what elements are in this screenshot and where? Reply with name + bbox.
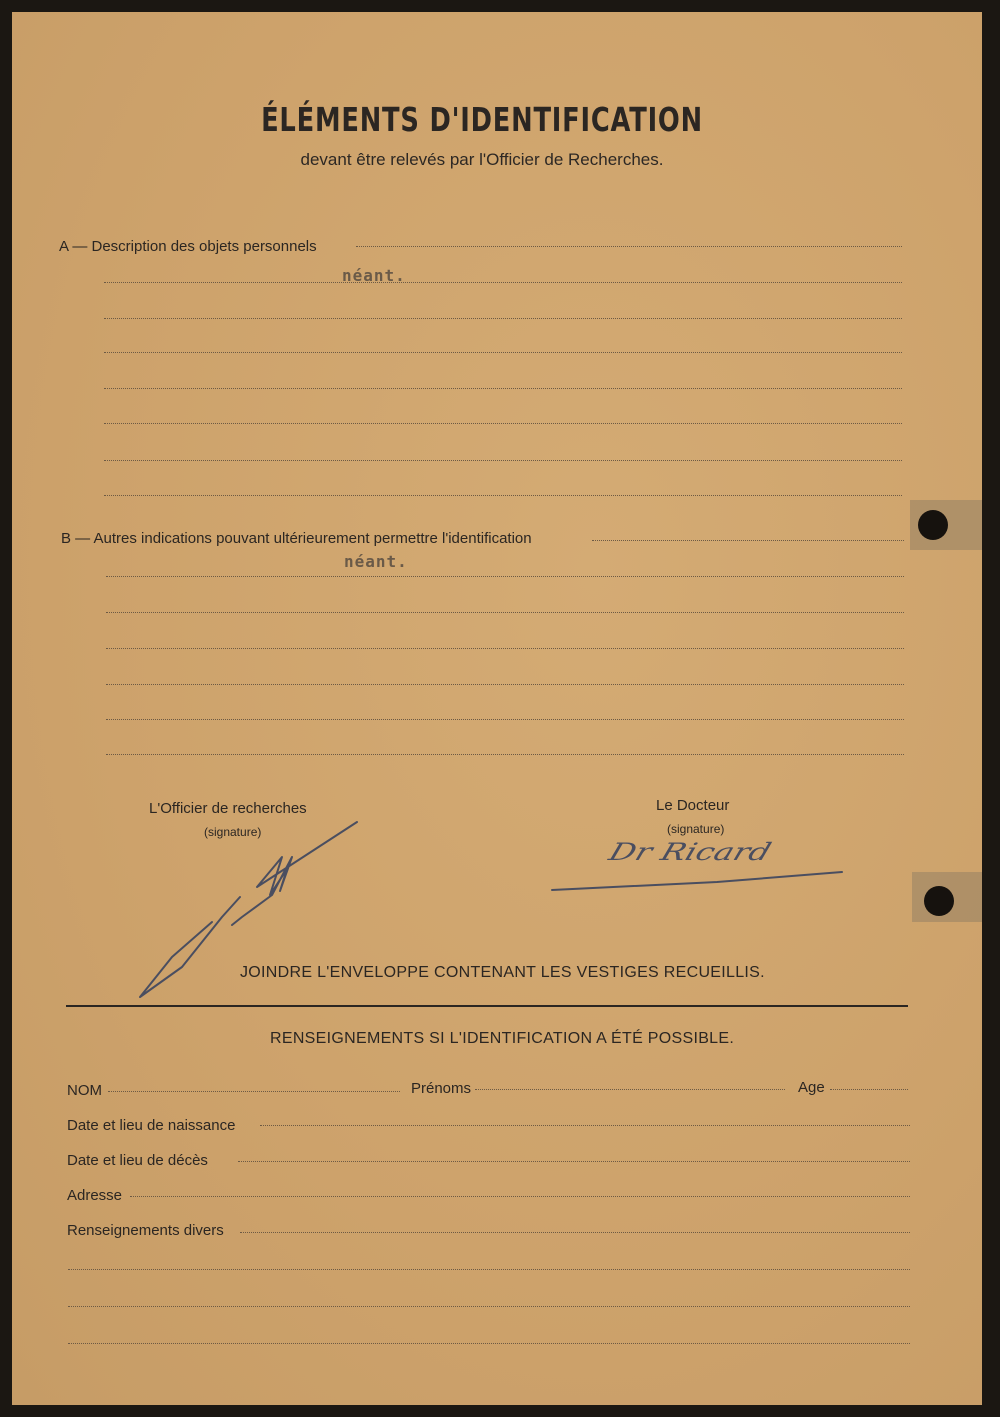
adresse-line — [130, 1196, 910, 1197]
doctor-handwritten-signature: Dr Ricard — [605, 838, 775, 866]
prenoms-line — [475, 1089, 785, 1090]
join-envelope-note: JOINDRE L'ENVELOPPE CONTENANT LES VESTIGES RECUEILLIS. — [240, 964, 765, 981]
section-a-line-3 — [104, 318, 902, 319]
section-divider — [66, 1005, 908, 1007]
info-header: RENSEIGNEMENTS SI L'IDENTIFICATION A ÉTÉ POSSIBLE. — [270, 1030, 735, 1047]
prenoms-label: Prénoms — [411, 1080, 472, 1097]
punch-hole-bottom — [924, 886, 954, 916]
deces-line — [238, 1161, 910, 1162]
section-b-line-1 — [592, 540, 904, 541]
doctor-signature-caption: (signature) — [667, 822, 725, 836]
section-b-line-7 — [106, 754, 904, 755]
naissance-label: Date et lieu de naissance — [67, 1117, 236, 1134]
section-b-line-3 — [106, 612, 904, 613]
deces-label: Date et lieu de décès — [67, 1152, 208, 1169]
nom-line — [108, 1091, 400, 1092]
section-a-line-2 — [104, 282, 902, 283]
section-b-line-6 — [106, 719, 904, 720]
section-b-label: B — Autres indications pouvant ultérieurement permettre l'identification — [61, 530, 532, 547]
officer-signature-caption: (signature) — [204, 825, 262, 839]
divers-line-3 — [68, 1306, 910, 1307]
divers-line-2 — [68, 1269, 910, 1270]
section-a-line-7 — [104, 460, 902, 461]
section-a-line-4 — [104, 352, 902, 353]
adresse-label: Adresse — [67, 1187, 123, 1204]
age-line — [830, 1089, 908, 1090]
section-a-label: A — Description des objets personnels — [59, 238, 317, 255]
section-a-line-8 — [104, 495, 902, 496]
section-a-line-5 — [104, 388, 902, 389]
divers-line-4 — [68, 1343, 910, 1344]
section-b-line-4 — [106, 648, 904, 649]
age-label: Age — [798, 1079, 825, 1096]
officer-signature-label: L'Officier de recherches — [149, 800, 307, 817]
section-b-line-2 — [106, 576, 904, 577]
section-a-value: néant. — [342, 266, 406, 285]
section-b-line-5 — [106, 684, 904, 685]
doctor-signature-flourish — [547, 864, 847, 894]
document-title: ÉLÉMENTS D'IDENTIFICATION — [261, 100, 703, 139]
doctor-signature-label: Le Docteur — [656, 797, 730, 814]
punch-hole-top — [918, 510, 948, 540]
nom-label: NOM — [67, 1082, 102, 1099]
section-b-value: néant. — [344, 552, 408, 571]
naissance-line — [260, 1125, 910, 1126]
section-a-line-1 — [356, 246, 902, 247]
document-subtitle: devant être relevés par l'Officier de Recherches. — [300, 150, 664, 169]
divers-line-1 — [240, 1232, 910, 1233]
section-a-line-6 — [104, 423, 902, 424]
document-sheet — [12, 12, 982, 1405]
divers-label: Renseignements divers — [67, 1222, 224, 1239]
